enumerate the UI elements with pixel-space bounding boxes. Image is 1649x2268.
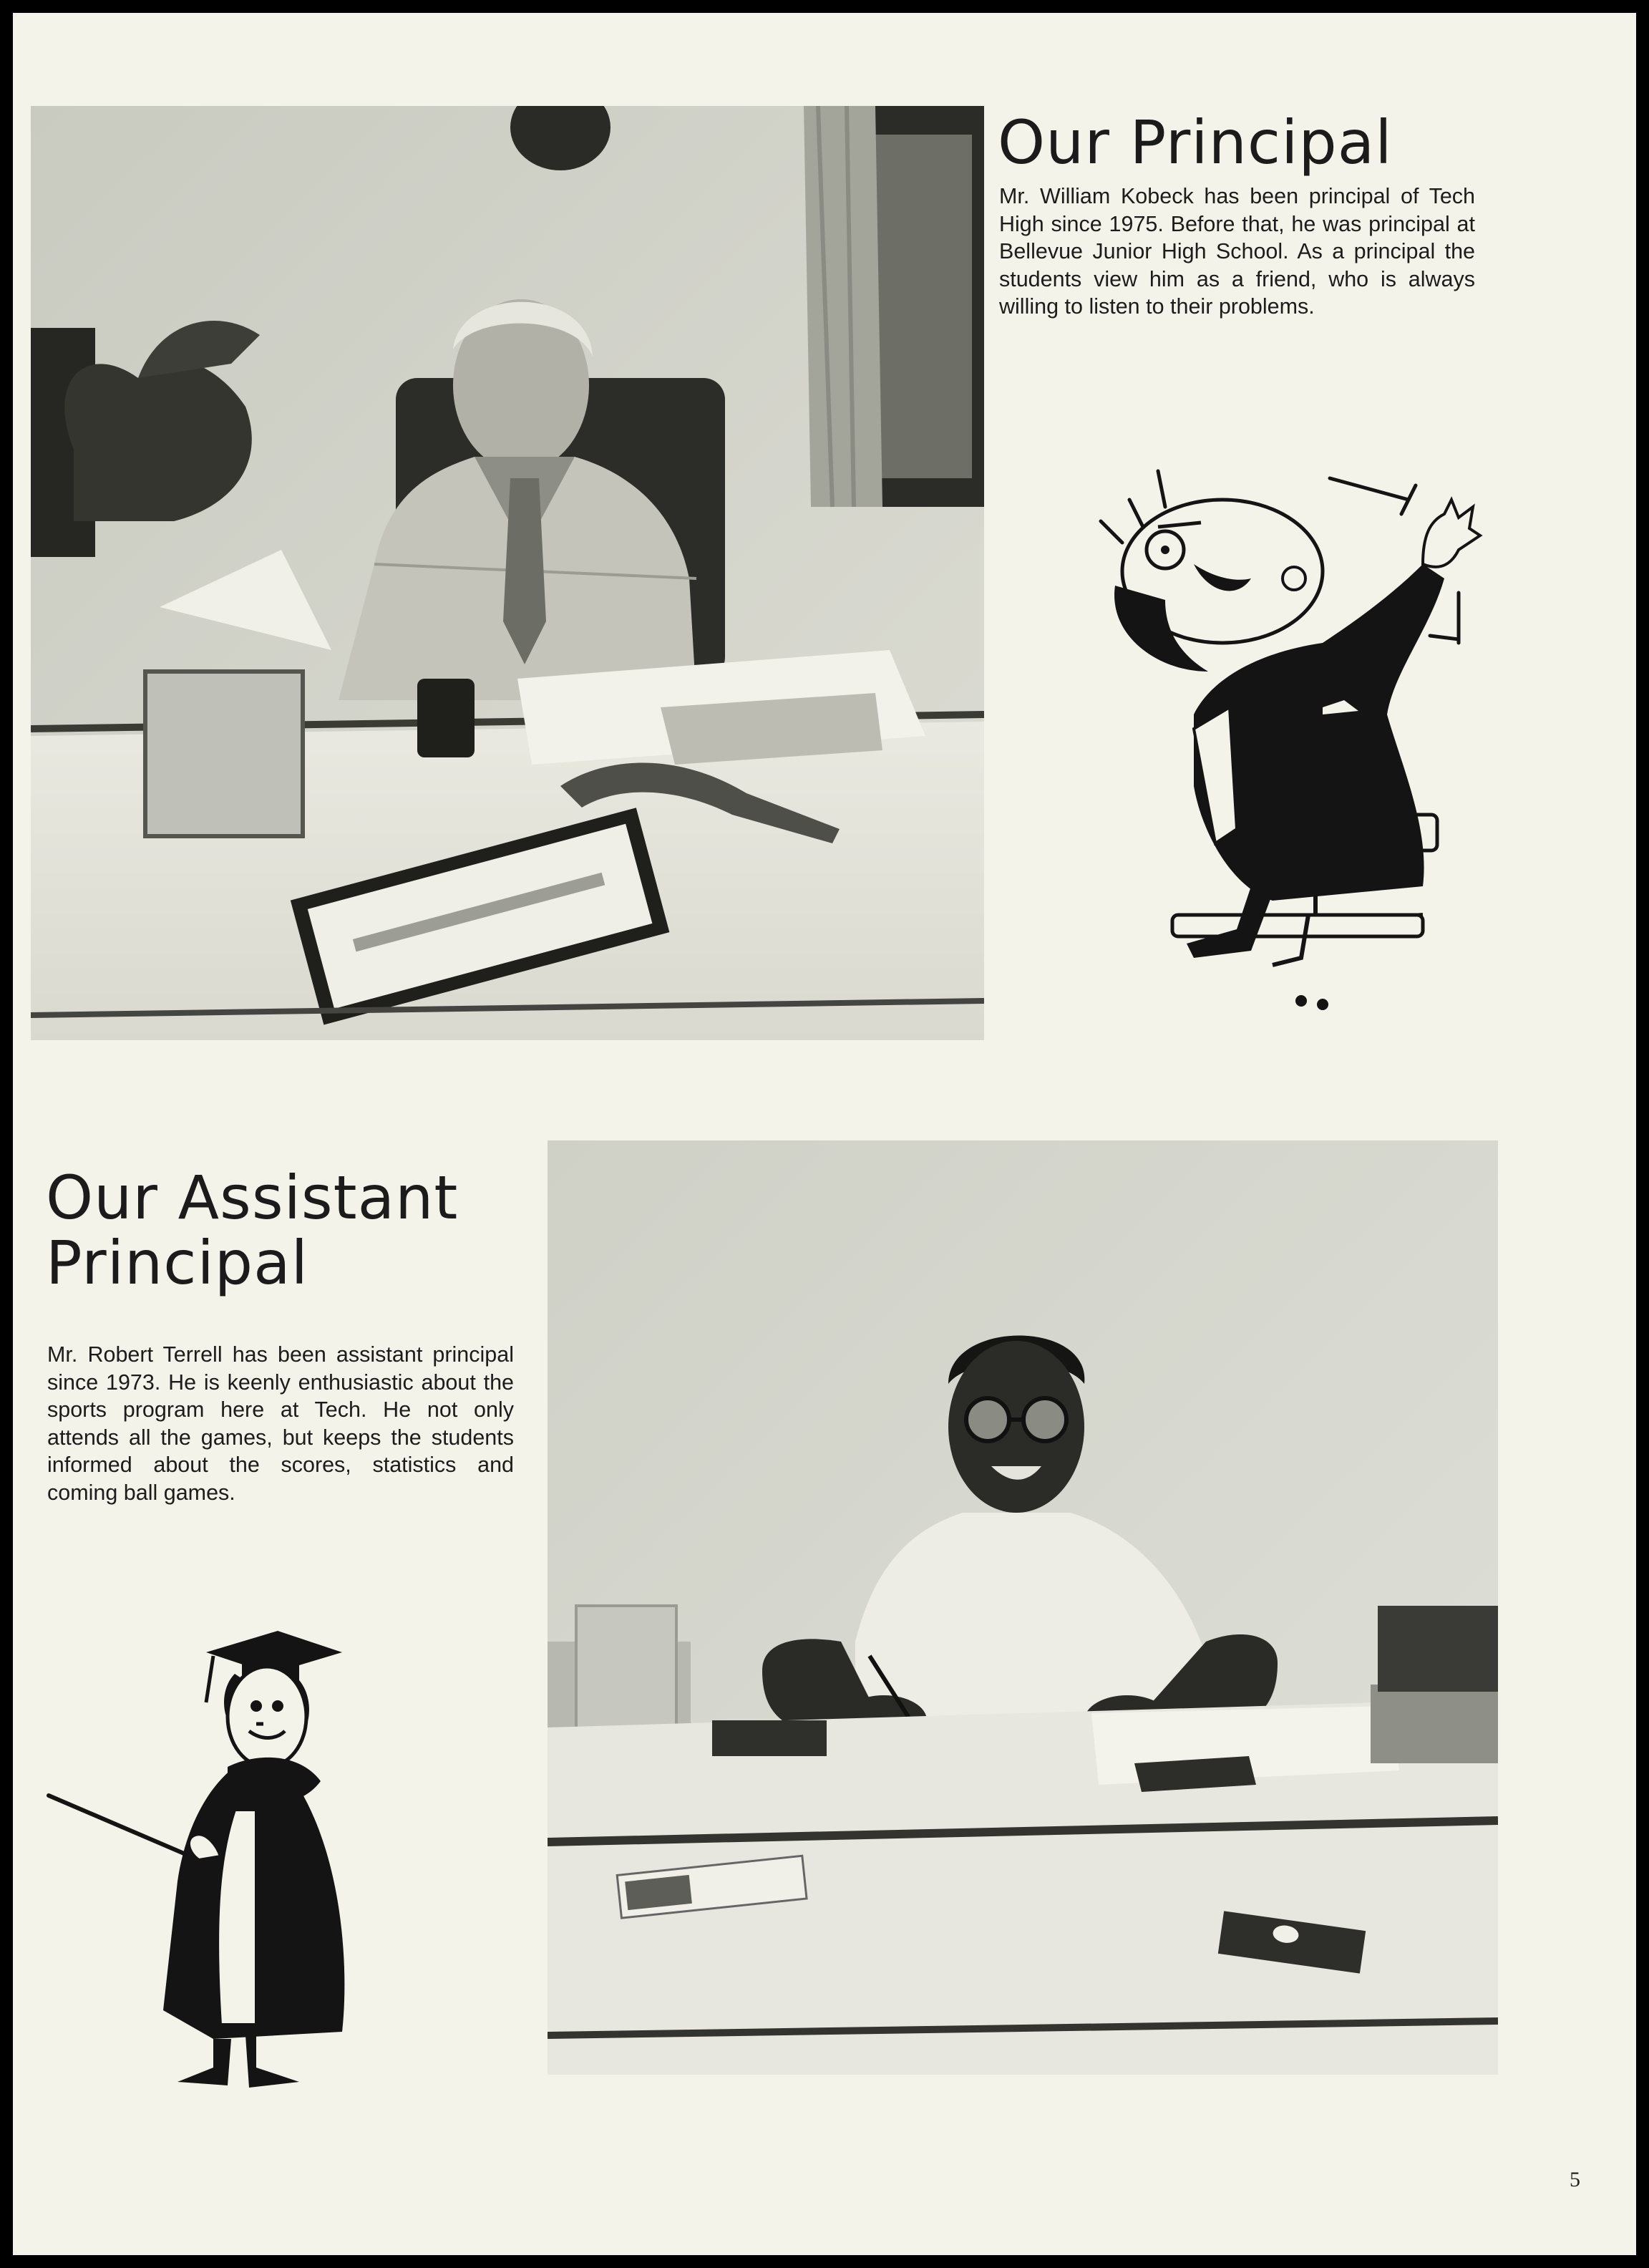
assistant-principal-heading-line2: Principal [46,1227,308,1298]
graduate-with-pointer-cartoon-icon [42,1624,442,2103]
assistant-principal-cartoon [42,1624,442,2103]
principal-heading: Our Principal [998,107,1393,178]
principal-cartoon [1086,457,1502,1015]
assistant-principal-at-desk-photo-icon [548,1140,1498,2075]
principal-at-desk-photo-icon [31,106,984,1040]
assistant-principal-photo [548,1140,1498,2075]
cheering-cartoon-man-icon [1086,457,1502,1015]
principal-paragraph: Mr. William Kobeck has been principal of Tech High since 1975. Before that, he was principal at Bellevue Junior High School. As a principal the students view him as a friend, who is always willing to listen to their problems. [999,184,1475,319]
assistant-principal-heading-line1: Our Assistant [46,1163,459,1233]
assistant-principal-heading [46,1163,459,1298]
page-number: 5 [1570,2168,1580,2191]
assistant-principal-paragraph: Mr. Robert Terrell has been assistant principal since 1973. He is keenly enthusiastic about the sports program here at Tech. He not only attends all the games, but keeps the students informed about the scores, statistics and coming ball games. [47,1342,514,1505]
yearbook-page [13,13,1636,2255]
principal-photo [31,106,984,1040]
